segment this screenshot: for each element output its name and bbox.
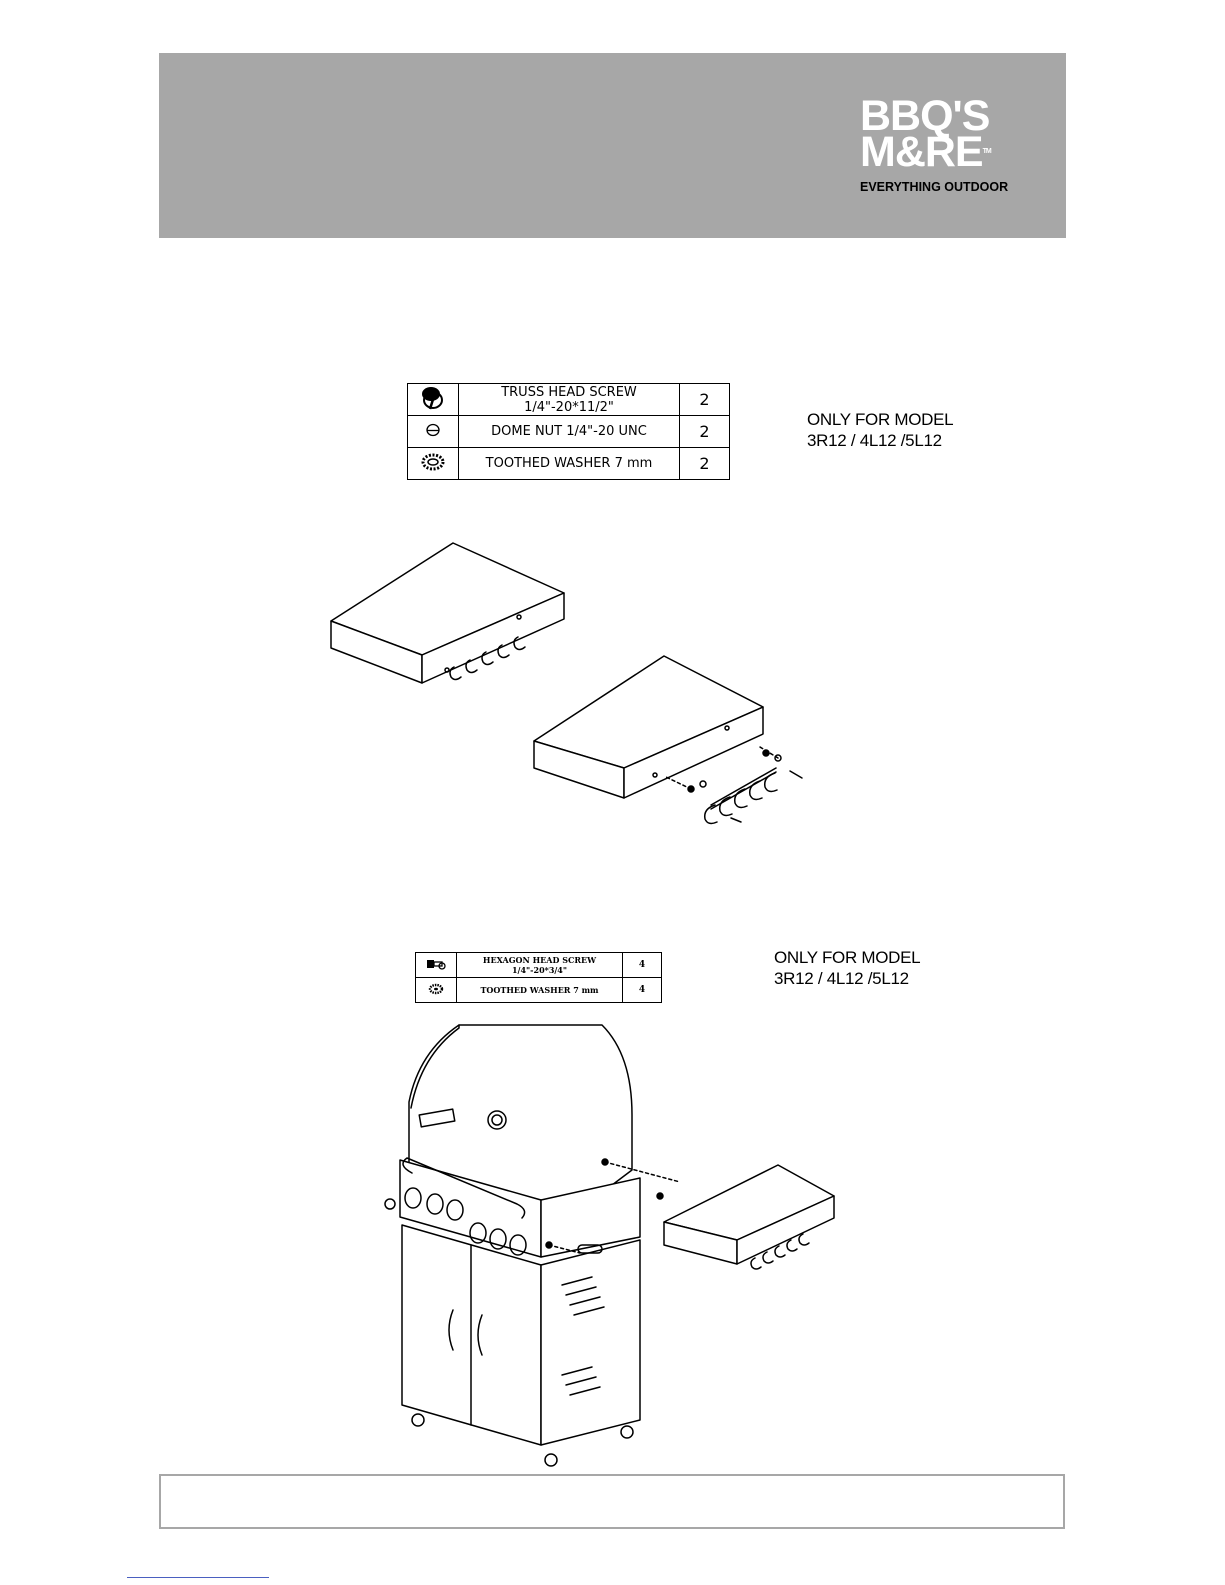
- footer-box: [159, 1474, 1065, 1529]
- model-note-line2: 3R12 / 4L12 /5L12: [807, 431, 942, 450]
- part-qty: 2: [680, 416, 730, 448]
- side-shelf-mount-drawing: [664, 1165, 834, 1269]
- part-name: TOOTHED WASHER 7 mm: [459, 448, 680, 480]
- gas-grill-drawing: [385, 1025, 680, 1466]
- bottom-link-line: [127, 1577, 269, 1578]
- model-note-line1: ONLY FOR MODEL: [774, 948, 921, 967]
- model-note-line2: 3R12 / 4L12 /5L12: [774, 969, 909, 988]
- part-qty: 4: [623, 953, 662, 978]
- logo-tagline: EVERYTHING OUTDOOR: [860, 180, 1009, 194]
- logo-line-2-text: M&RE: [860, 128, 983, 176]
- side-shelf-exploded-drawing: [534, 656, 802, 823]
- logo-line-1: BBQ'S: [860, 92, 990, 140]
- model-note-line1: ONLY FOR MODEL: [807, 410, 954, 429]
- trademark-mark: TM: [982, 148, 991, 155]
- part-name: TRUSS HEAD SCREW 1/4"-20*11/2": [459, 384, 680, 416]
- part-name: HEXAGON HEAD SCREW 1/4"-20*3/4": [457, 953, 623, 978]
- side-shelf-with-hooks-drawing: [331, 543, 564, 683]
- part-name: TOOTHED WASHER 7 mm: [457, 978, 623, 1003]
- part-qty: 2: [680, 448, 730, 480]
- part-qty: 2: [680, 384, 730, 416]
- part-name: DOME NUT 1/4"-20 UNC: [459, 416, 680, 448]
- part-qty: 4: [623, 978, 662, 1003]
